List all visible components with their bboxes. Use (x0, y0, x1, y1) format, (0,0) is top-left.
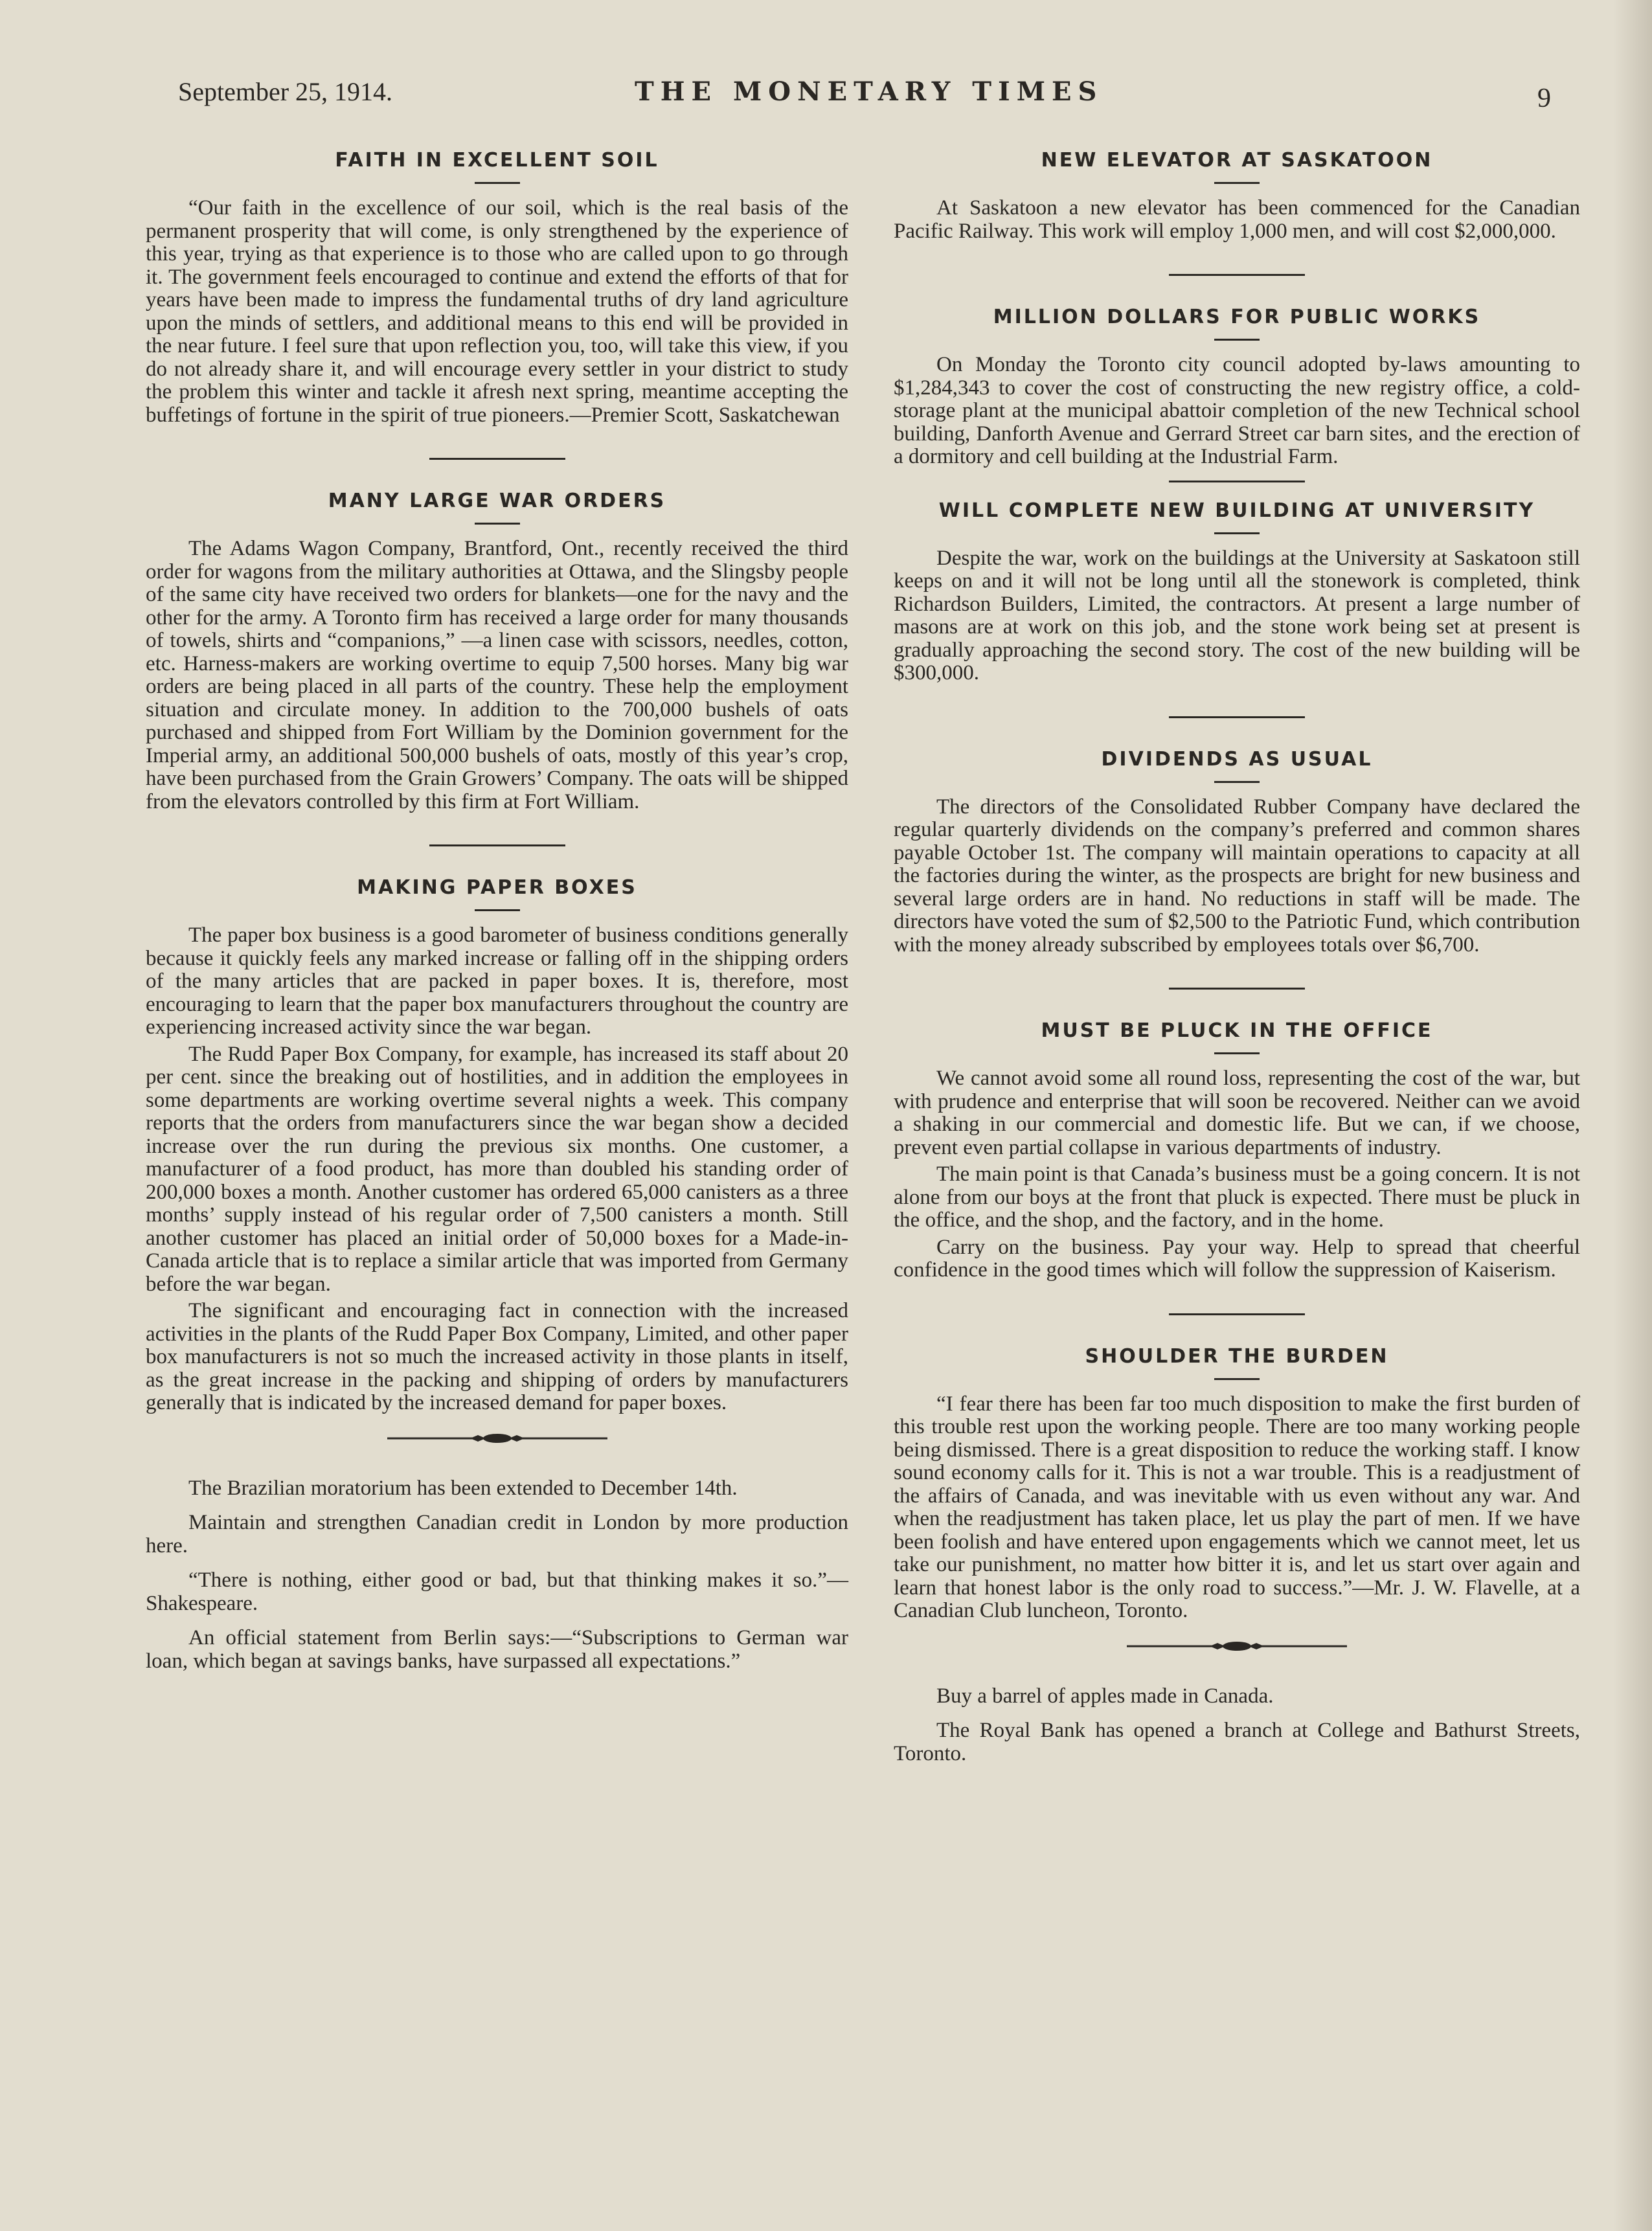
article-war-orders (146, 490, 848, 813)
article-heading: MAKING PAPER BOXES (357, 876, 637, 899)
article-heading: DIVIDENDS AS USUAL (1101, 747, 1373, 771)
right-column (894, 149, 1580, 1777)
brief-item: An official statement from Berlin says:—“Subscriptions to German war loan, which began at savings banks, have surpassed all expectations.” (146, 1626, 848, 1673)
article-paragraph: The Rudd Paper Box Company, for example, has increased its staff about 20 per cent. since the breaking out of hostilities, and in addition the employees in some departments are working overtime several nights a week. This company reports that the orders from manufacturers since the war began show a decided increase over the run during the previous six months. One customer, a manufacturer of a food product, has more than doubled his standing order of 200,000 boxes a month. Another customer has ordered 65,000 canisters as a three months’ supply instead of his regular order of 7,500 canisters a month. Still another customer has placed an initial order of 50,000 boxes for a Made-in-Canada article that is to replace a similar article that was imported from Germany before the war began. (146, 1042, 848, 1296)
article-heading: MILLION DOLLARS FOR PUBLIC WORKS (993, 306, 1481, 328)
heading-rule (1214, 1052, 1260, 1054)
left-column (146, 149, 848, 1684)
publication-title: THE MONETARY TIMES (635, 76, 1103, 107)
article-separator (1169, 716, 1305, 718)
article-heading: MANY LARGE WAR ORDERS (328, 490, 666, 512)
article-heading: MUST BE PLUCK IN THE OFFICE (1041, 1019, 1433, 1042)
heading-rule (1214, 339, 1260, 341)
brief-item: Maintain and strengthen Canadian credit in London by more production here. (146, 1511, 848, 1557)
article-paragraph: The paper box business is a good barometer of business conditions generally because it quickly feels any marked increase or falling off in the shipping orders of the many articles that are packed in paper boxes. It is, therefore, most encouraging to learn that the paper box manufacturers throughout the country are experiencing increased activity since the war began. (146, 923, 848, 1039)
article-university (894, 499, 1580, 685)
article-paragraph: The main point is that Canada’s business must be a going concern. It is not alone from our boys at the front that pluck is expected. There must be pluck in the office, and the shop, and the factory, and in the home. (894, 1162, 1580, 1232)
article-public-works (894, 306, 1580, 469)
article-body: Despite the war, work on the buildings at the University at Saskatoon still keeps on and it will not be long until all the stonework is completed, think Richardson Builders, Limited, the contractors. At present a large number of masons are at work on this job, and the stone work being set at present is gradually approaching the second story. The cost of the new building will be $300,000. (894, 546, 1580, 685)
article-body: “Our faith in the excellence of our soil, which is the real basis of the permanent prosperity that will come, is only strengthened by the experience of this year, trying as that experience is to those who are called upon to go through it. The government feels encouraged to continue and extend the efforts of that for years have been made to impress the fundamental truths of dry land agriculture upon the minds of settlers, and additional means to this end will be provided in the near future. I feel sure that upon reflection you, too, will take this view, if you do not already share it, and will encourage every settler in your district to study the problem this winter and tackle it afresh next spring, meantime accepting the buffetings of fortune in the spirit of true pioneers.—Premier Scott, Saskatchewan (146, 196, 848, 427)
heading-rule (475, 909, 520, 911)
article-separator (429, 458, 565, 460)
article-paper-boxes (146, 876, 848, 1415)
article-body: On Monday the Toronto city council adopted by-laws amounting to $1,284,343 to cover the cost of constructing the new registry office, a cold-storage plant at the municipal abattoir completion of the new Technical school building, Danforth Avenue and Gerrard Street car barn sites, and the erection of a dormitory and cell building at the Industrial Farm. (894, 353, 1580, 468)
article-separator (429, 844, 565, 846)
ornament-divider-icon (1127, 1640, 1347, 1653)
brief-item: Buy a barrel of apples made in Canada. (936, 1684, 1274, 1708)
heading-rule (1214, 781, 1260, 783)
article-heading: SHOULDER THE BURDEN (1085, 1344, 1389, 1368)
brief-items (894, 1685, 1580, 1766)
article-paragraph: The significant and encouraging fact in connection with the increased activities in the plants of the Rudd Paper Box Company, Limited, and other paper box manufacturers is not so much the increased activity in those plants in itself, as the great increase in the packing and shipping of orders by manufacturers generally that is indicated by the increased demand for paper boxes. (146, 1299, 848, 1414)
article-body: The directors of the Consolidated Rubber Company have declared the regular quarterly dividends on the company’s preferred and common shares payable October 1st. The company will maintain operations to capacity at all the factories during the winter, as the prospects are bright for new business and several large orders are in hand. No reductions in staff will be made. The directors have voted the sum of $2,500 to the Patriotic Fund, which contribution with the money already subscribed by employees totals over $6,700. (894, 795, 1580, 957)
article-body: “I fear there has been far too much disposition to make the first burden of this trouble rest upon the working people. There are too many working people being dismissed. There is a great disposition to reduce the working staff. I know sound economy calls for it. This is not a war trouble. This is a readjustment of the affairs of Canada, and was inevitable with us even without any war. And when the readjustment has taken place, let us play the part of men. If we have been foolish and have entered upon engagements which we cannot meet, let us take our punishment, no matter how bitter it is, and let us start over again and learn that honest labor is the only road to success.”—Mr. J. W. Flavelle, at a Canadian Club luncheon, Toronto. (894, 1392, 1580, 1622)
heading-rule (475, 182, 520, 184)
page-number: 9 (1537, 84, 1551, 113)
article-paragraph: We cannot avoid some all round loss, representing the cost of the war, but with prudence and enterprise that will soon be recovered. Neither can we avoid a shaking in our commercial and domestic life. But we can, if we choose, prevent even partial collapse in various departments of industry. (894, 1067, 1580, 1159)
article-body: The Adams Wagon Company, Brantford, Ont., recently received the third order for wagons from the military authorities at Ottawa, and the Slingsby people of the same city have received two orders for blankets—one for the navy and the other for the army. A Toronto firm has received a large order for many thousands of towels, shirts and “companions,” —a linen case with scissors, needles, cotton, etc. Harness-makers are working overtime to equip 7,500 horses. Many big war orders are being placed in all parts of the country. These help the employment situation and circulate money. In addition to the 700,000 bushels of oats purchased and shipped from Fort William by the Dominion government for the Imperial army, an additional 500,000 bushels of oats, mostly of this year’s crop, have been purchased from the Grain Growers’ Company. The oats will be shipped from the elevators controlled by this firm at Fort William. (146, 537, 848, 813)
ornament-divider-icon (387, 1432, 607, 1445)
brief-items (146, 1477, 848, 1673)
brief-item: The Brazilian moratorium has been extended to December 14th. (188, 1476, 738, 1500)
article-heading: WILL COMPLETE NEW BUILDING AT UNIVERSITY (938, 499, 1535, 522)
article-burden (894, 1345, 1580, 1623)
brief-item: The Royal Bank has opened a branch at College and Bathurst Streets, Toronto. (894, 1719, 1580, 1765)
article-pluck (894, 1019, 1580, 1282)
article-faith-in-soil (146, 149, 848, 427)
article-separator (1169, 274, 1305, 276)
article-heading: NEW ELEVATOR AT SASKATOON (1041, 149, 1433, 172)
article-separator (1169, 988, 1305, 990)
article-heading: FAITH IN EXCELLENT SOIL (335, 149, 659, 172)
article-dividends (894, 748, 1580, 957)
heading-rule (1214, 182, 1260, 184)
article-body: At Saskatoon a new elevator has been commenced for the Canadian Pacific Railway. This work will employ 1,000 men, and will cost $2,000,000. (894, 196, 1580, 243)
article-elevator (894, 149, 1580, 243)
article-separator (1169, 1313, 1305, 1315)
heading-rule (1214, 1378, 1260, 1380)
heading-rule (475, 523, 520, 525)
issue-date: September 25, 1914. (178, 77, 393, 106)
heading-rule (1214, 532, 1260, 534)
article-paragraph: Carry on the business. Pay your way. Help to spread that cheerful confidence in the good times which will follow the suppression of Kaiserism. (894, 1235, 1580, 1282)
brief-item: “There is nothing, either good or bad, but that thinking makes it so.”—Shakespeare. (146, 1568, 848, 1615)
article-separator (1169, 481, 1305, 482)
page-spine-shadow (1613, 0, 1652, 2231)
